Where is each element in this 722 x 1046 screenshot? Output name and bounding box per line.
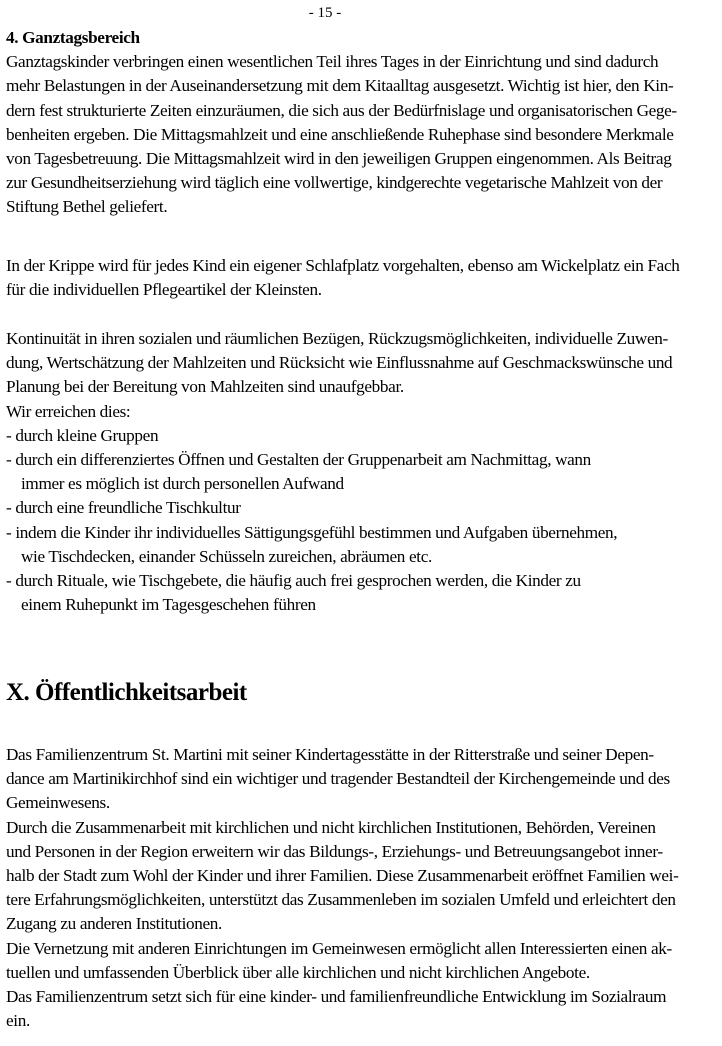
text-line: Ganztagskinder verbringen einen wesentlichen Teil ihres Tages in der Einrichtung und sind dadurch bbox=[6, 52, 659, 72]
text-line: für die individuellen Pflegeartikel der Kleinsten. bbox=[6, 280, 322, 300]
list-item bbox=[6, 496, 712, 520]
list-item bbox=[6, 424, 712, 448]
text-line: dern fest strukturierte Zeiten einzuräumen, die sich aus der Bedürfnislage und organisatorischen Gege- bbox=[6, 100, 677, 120]
list-item-continuation: immer es möglich ist durch personellen Aufwand bbox=[21, 474, 344, 494]
text-line: dance am Martinikirchhof sind ein wichtiger und tragender Bestandteil der Kirchengemeinde und des bbox=[6, 769, 670, 789]
page-number: - 15 - bbox=[308, 5, 342, 21]
text-line: Planung bei der Bereitung von Mahlzeiten sind unaufgebbar. bbox=[6, 377, 404, 397]
text-line: Kontinuität in ihren sozialen und räumlichen Bezügen, Rückzugsmöglichkeiten, individuelle Zuwen- bbox=[6, 329, 668, 348]
text-line: von Tagesbetreuung. Die Mittagsmahlzeit wird in den jeweiligen Gruppen eingenommen. Als Beitrag bbox=[6, 149, 672, 169]
list-item-text: - indem die Kinder ihr individuelles Sättigungsgefühl bestimmen und Aufgaben übernehmen, bbox=[6, 522, 618, 542]
text-line: Stiftung Bethel geliefert. bbox=[6, 197, 168, 217]
text-line: mehr Belastungen in der Auseinandersetzung mit dem Kitaalltag ausgesetzt. Wichtig ist hier, den Kin- bbox=[6, 76, 674, 96]
list-item bbox=[6, 448, 712, 496]
text-line: In der Krippe wird für jedes Kind ein eigener Schlafplatz vorgehalten, ebenso am Wickelplatz ein Fach bbox=[6, 256, 680, 275]
list-item-continuation: wie Tischdecken, einander Schüsseln zureichen, abräumen etc. bbox=[21, 546, 432, 566]
paragraph-ganztag-intro bbox=[6, 50, 712, 219]
paragraph-kontinuitaet bbox=[6, 327, 712, 617]
list-item-text: - durch Rituale, wie Tischgebete, die häufig auch frei gesprochen werden, die Kinder zu bbox=[6, 571, 581, 591]
text-line: Zugang zu anderen Institutionen. bbox=[6, 914, 222, 934]
text-line: Durch die Zusammenarbeit mit kirchlichen und nicht kirchlichen Institutionen, Behörden, Vereinen bbox=[6, 817, 656, 837]
text-line: dung, Wertschätzung der Mahlzeiten und Rücksicht wie Einflussnahme auf Geschmackswünsche und bbox=[6, 353, 673, 373]
paragraph-oeffentlichkeitsarbeit bbox=[6, 743, 712, 1033]
list-item-text: - durch ein differenziertes Öffnen und Gestalten der Gruppenarbeit am Nachmittag, wann bbox=[6, 450, 591, 470]
list-item-text: - durch eine freundliche Tischkultur bbox=[6, 498, 241, 518]
text-line: Das Familienzentrum St. Martini mit seiner Kindertagesstätte in der Ritterstraße und seiner Depen- bbox=[6, 745, 654, 764]
section-heading: 4. Ganztagsbereich bbox=[6, 28, 140, 47]
list-item bbox=[6, 521, 712, 569]
paragraph-krippe bbox=[6, 254, 712, 302]
text-line: zur Gesundheitserziehung wird täglich eine vollwertige, kindgerechte vegetarische Mahlzeit von der bbox=[6, 173, 663, 193]
chapter-heading: X. Öffentlichkeitsarbeit bbox=[6, 679, 247, 706]
section-ganztagsbereich bbox=[6, 26, 712, 220]
text-line: und Personen in der Region erweitern wir das Bildungs-, Erziehungs- und Betreuungsangebot inner- bbox=[6, 841, 663, 861]
list-item-continuation: einem Ruhepunkt im Tagesgeschehen führen bbox=[21, 595, 316, 615]
text-line: Die Vernetzung mit anderen Einrichtungen im Gemeinwesen ermöglicht allen Interessierten einen ak- bbox=[6, 938, 672, 958]
list-item bbox=[6, 569, 712, 617]
text-line: halb der Stadt zum Wohl der Kinder und ihrer Familien. Diese Zusammenarbeit eröffnet Familien wei- bbox=[6, 866, 679, 886]
measures-list bbox=[6, 424, 712, 618]
text-line: benheiten ergeben. Die Mittagsmahlzeit und eine anschließende Ruhephase sind besondere Merkmale bbox=[6, 124, 674, 144]
text-line: Das Familienzentrum setzt sich für eine kinder- und familienfreundliche Entwicklung im Sozialraum bbox=[6, 987, 667, 1007]
text-line: Wir erreichen dies: bbox=[6, 401, 131, 421]
text-line: tere Erfahrungsmöglichkeiten, unterstützt das Zusammenleben im sozialen Umfeld und erleichtert den bbox=[6, 890, 676, 910]
text-line: tuellen und umfassenden Überblick über alle kirchlichen und nicht kirchlichen Angebote. bbox=[6, 962, 590, 982]
text-line: Gemeinwesens. bbox=[6, 793, 110, 813]
list-item-text: - durch kleine Gruppen bbox=[6, 425, 159, 445]
text-line: ein. bbox=[6, 1011, 30, 1031]
